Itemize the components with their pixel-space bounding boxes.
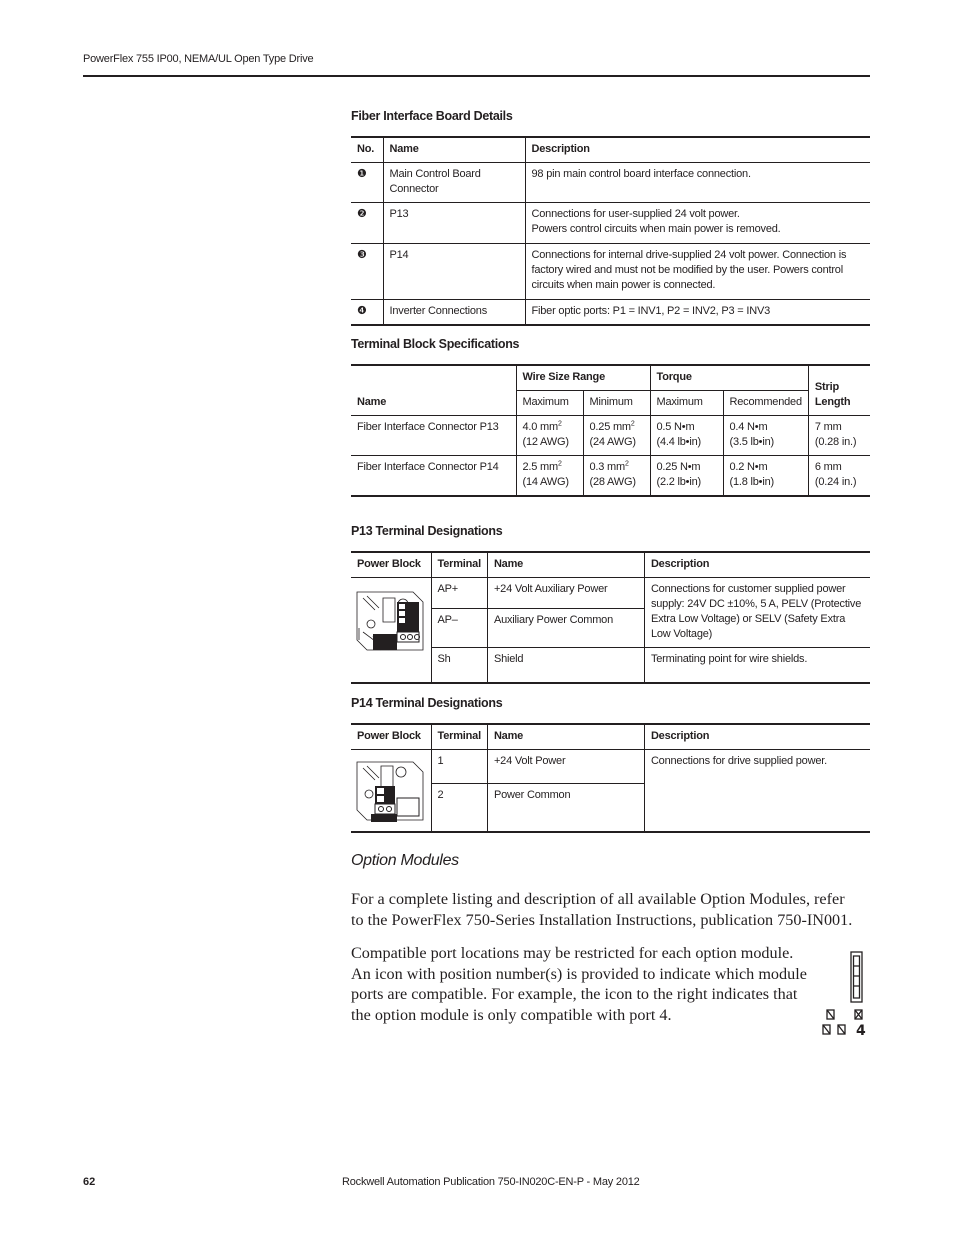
col-header-wire-size-range: Wire Size Range — [516, 365, 650, 391]
cell-wire-min — [583, 456, 650, 497]
fiber-table-caption: Fiber Interface Board Details — [351, 109, 513, 123]
cell-value-alt: (28 AWG) — [589, 476, 636, 488]
cell-value: 2.5 mm — [522, 461, 558, 473]
cell-value-alt: (0.24 in.) — [814, 476, 857, 488]
cell-value: 0.2 N•m — [729, 461, 768, 473]
cell-wire-max — [516, 416, 583, 456]
p13-power-block-illustration — [353, 588, 427, 652]
cell-value: 0.25 N•m — [656, 461, 701, 473]
col-header-strip-length: Strip Length — [808, 365, 870, 416]
name-cell: Shield — [487, 648, 644, 684]
table-row — [351, 416, 870, 456]
cell-wire-min — [583, 416, 650, 456]
p13-terminal-table — [351, 551, 870, 684]
col-header-torque-recommended: Recommended — [723, 391, 808, 416]
power-block-cell — [351, 750, 431, 833]
cell-strip — [808, 456, 870, 497]
cell-torque-rec — [723, 456, 808, 497]
paragraph-option-modules-intro: For a complete listing and description of all available Option Modules, refer to the PowerFlex 750-Series Installation Instructions, publication 750-IN001. — [351, 890, 853, 929]
name-cell: +24 Volt Auxiliary Power — [487, 578, 644, 609]
superscript: 2 — [557, 460, 562, 468]
p14-power-block-illustration — [353, 758, 427, 822]
row-description — [525, 300, 870, 326]
terminal-cell: AP– — [431, 609, 487, 648]
cell-torque-rec — [723, 416, 808, 456]
col-header-power-block: Power Block — [351, 552, 431, 578]
col-header-torque-maximum: Maximum — [650, 391, 723, 416]
row-name: P13 — [383, 203, 525, 244]
col-header-description: Description — [644, 552, 870, 578]
table-row — [351, 578, 870, 609]
cell-value: 0.3 mm — [589, 461, 625, 473]
superscript: 2 — [557, 420, 562, 428]
superscript: 2 — [624, 460, 629, 468]
description-cell: Connections for customer supplied power supply: 24V DC ±10%, 5 A, PELV (Protective Extra Low Voltage) or SELV (Safety Extra Low Voltage) — [644, 578, 870, 648]
row-description-line: Fiber optic ports: P1 = INV1, P2 = INV2, P3 = INV3 — [531, 305, 771, 317]
name-cell: Auxiliary Power Common — [487, 609, 644, 648]
table-row — [351, 203, 870, 244]
p14-terminal-table — [351, 723, 870, 833]
cell-value-alt: (24 AWG) — [589, 436, 636, 448]
power-block-cell — [351, 578, 431, 684]
cell-value: 0.25 mm — [589, 421, 631, 433]
row-name: Main Control Board Connector — [383, 163, 525, 203]
row-description-line: Connections for user-supplied 24 volt power. — [531, 208, 740, 220]
col-header-wire-maximum: Maximum — [516, 391, 583, 416]
publication-footer: Rockwell Automation Publication 750-IN020C-EN-P - May 2012 — [342, 1176, 640, 1188]
cell-value-alt: (14 AWG) — [522, 476, 569, 488]
description-cell: Connections for drive supplied power. — [644, 750, 870, 833]
cell-value: 0.4 N•m — [729, 421, 768, 433]
terminal-cell: 2 — [431, 784, 487, 832]
cell-value-alt: (0.28 in.) — [814, 436, 857, 448]
cell-wire-max — [516, 456, 583, 497]
row-description-line: Connections for internal drive-supplied 24 volt power. Connection is factory wired and must not be modified by the user. Powers control circuits when main power is connected. — [531, 249, 847, 291]
col-header-name: Name — [383, 137, 525, 163]
cell-torque-max — [650, 456, 723, 497]
row-name: P14 — [383, 244, 525, 300]
terminal-cell: Sh — [431, 648, 487, 684]
port-compatibility-icon — [818, 950, 866, 1040]
col-header-name: Name — [487, 724, 644, 750]
row-number: ❸ — [351, 244, 383, 300]
row-description — [525, 163, 870, 203]
table-row — [351, 300, 870, 326]
cell-value: 4.0 mm — [522, 421, 558, 433]
cell-value-alt: (4.4 lb•in) — [656, 436, 701, 448]
p13-table-caption: P13 Terminal Designations — [351, 524, 503, 538]
terminal-spec-table — [351, 364, 870, 497]
row-number: ❶ — [351, 163, 383, 203]
paragraph-compatible-ports: Compatible port locations may be restricted for each option module. An icon with position number(s) is provided to indicate which module ports are compatible. For example, the icon to the right indicates that the option module is only compatible with port 4. — [351, 944, 807, 1024]
cell-strip — [808, 416, 870, 456]
port-number-label: 4 — [856, 1023, 866, 1039]
cell-value-alt: (3.5 lb•in) — [729, 436, 774, 448]
col-header-wire-minimum: Minimum — [583, 391, 650, 416]
terminal-cell: AP+ — [431, 578, 487, 609]
row-name: Fiber Interface Connector P13 — [351, 416, 516, 456]
cell-torque-max — [650, 416, 723, 456]
col-header-description: Description — [525, 137, 870, 163]
header-rule — [83, 75, 870, 77]
name-cell: Power Common — [487, 784, 644, 832]
section-title-option-modules: Option Modules — [351, 852, 459, 869]
row-number: ❷ — [351, 203, 383, 244]
running-header: PowerFlex 755 IP00, NEMA/UL Open Type Drive — [83, 53, 314, 65]
row-description — [525, 244, 870, 300]
col-header-torque: Torque — [650, 365, 808, 391]
cell-value-alt: (2.2 lb•in) — [656, 476, 701, 488]
terminal-spec-caption: Terminal Block Specifications — [351, 337, 520, 351]
row-number: ❹ — [351, 300, 383, 326]
p14-table-caption: P14 Terminal Designations — [351, 696, 503, 710]
name-cell: +24 Volt Power — [487, 750, 644, 784]
row-description-line: 98 pin main control board interface connection. — [531, 168, 751, 180]
col-header-name: Name — [351, 365, 516, 416]
terminal-cell: 1 — [431, 750, 487, 784]
cell-value-alt: (12 AWG) — [522, 436, 569, 448]
table-row — [351, 163, 870, 203]
description-cell: Terminating point for wire shields. — [644, 648, 870, 684]
col-header-description: Description — [644, 724, 870, 750]
row-description — [525, 203, 870, 244]
col-header-terminal: Terminal — [431, 552, 487, 578]
table-row — [351, 244, 870, 300]
cell-value: 6 mm — [814, 461, 842, 473]
row-name: Inverter Connections — [383, 300, 525, 326]
cell-value: 7 mm — [814, 421, 842, 433]
fiber-interface-table — [351, 136, 870, 326]
col-header-terminal: Terminal — [431, 724, 487, 750]
table-row — [351, 456, 870, 497]
table-row — [351, 750, 870, 784]
col-header-name: Name — [487, 552, 644, 578]
col-header-power-block: Power Block — [351, 724, 431, 750]
row-name: Fiber Interface Connector P14 — [351, 456, 516, 497]
cell-value: 0.5 N•m — [656, 421, 695, 433]
superscript: 2 — [630, 420, 635, 428]
col-header-no: No. — [351, 137, 383, 163]
page-number: 62 — [83, 1176, 96, 1188]
cell-value-alt: (1.8 lb•in) — [729, 476, 774, 488]
row-description-line: Powers control circuits when main power is removed. — [531, 223, 781, 235]
